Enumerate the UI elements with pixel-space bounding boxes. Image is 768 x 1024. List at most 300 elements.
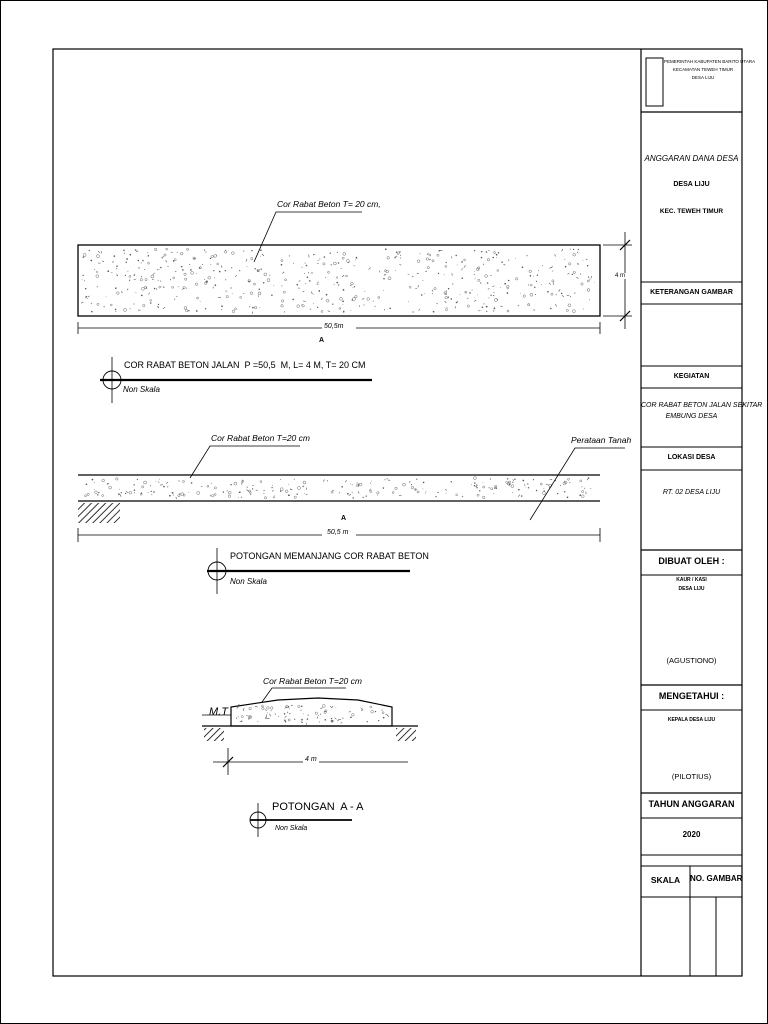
aggregate-speck [117, 275, 118, 276]
aggregate-speck [507, 292, 509, 294]
aggregate-speck [424, 293, 425, 294]
aggregate-speck [239, 270, 240, 271]
aggregate-speck [489, 297, 490, 298]
aggregate-speck [339, 492, 340, 493]
aggregate-speck [475, 279, 476, 280]
aggregate-speck [338, 262, 339, 263]
aggregate-speck [267, 712, 268, 713]
aggregate-speck [489, 487, 490, 488]
aggregate-speck [313, 294, 314, 295]
aggregate-speck [528, 284, 529, 285]
aggregate-speck [259, 307, 260, 308]
aggregate-speck [300, 710, 301, 711]
aggregate-speck [86, 484, 88, 486]
aggregate-speck [301, 705, 303, 707]
plan-title: COR RABAT BETON JALAN P =50,5 M, L= 4 M, T= 20 CM [124, 360, 366, 370]
aggregate-speck [311, 272, 312, 273]
aggregate-speck [255, 268, 256, 269]
aggregate-speck [446, 262, 447, 263]
aggregate-speck [481, 257, 483, 259]
aggregate-speck [326, 294, 328, 296]
aggregate-speck [451, 298, 452, 299]
aggregate-speck [564, 481, 565, 482]
dibuat-name: (AGUSTIONO) [666, 656, 717, 665]
aggregate-speck [296, 284, 298, 286]
aggregate-speck [293, 263, 294, 264]
aggregate-speck [385, 248, 387, 250]
aggregate-speck [589, 299, 590, 300]
aggregate-speck [98, 492, 99, 493]
aggregate-speck [215, 284, 217, 286]
aggregate-speck [285, 721, 286, 722]
aggregate-speck [150, 302, 152, 304]
aggregate-speck [415, 489, 416, 490]
aggregate-speck [550, 308, 552, 310]
aggregate-speck [587, 265, 588, 266]
aggregate-speck [412, 311, 413, 312]
aggregate-speck [426, 491, 427, 492]
aggregate-speck [457, 301, 458, 302]
aggregate-speck [238, 704, 239, 705]
aggregate-speck [570, 249, 571, 250]
aggregate-speck [583, 309, 584, 310]
aggregate-speck [496, 257, 497, 258]
aggregate-speck [398, 254, 399, 255]
aggregate-speck [284, 719, 286, 721]
aggregate-speck [490, 478, 491, 479]
aggregate-speck [353, 287, 354, 288]
nogambar-label: NO. GAMBAR [690, 874, 743, 883]
aggregate-speck [141, 276, 142, 277]
aggregate-speck [94, 269, 95, 270]
aggregate-speck [536, 281, 537, 282]
aggregate-speck [352, 484, 353, 485]
aggregate-speck [134, 274, 136, 276]
dibuat-role1: KAUR / KASI [676, 577, 707, 583]
aggregate-speck [83, 275, 84, 276]
aggregate-speck [350, 483, 351, 484]
aggregate-speck [518, 489, 520, 491]
aggregate-speck [158, 304, 159, 305]
aggregate-speck [462, 278, 463, 279]
aggregate-speck [271, 487, 272, 488]
aggregate-speck [248, 718, 249, 719]
aggregate-speck [261, 269, 262, 270]
aggregate-speck [247, 266, 248, 267]
aggregate-speck [158, 307, 159, 308]
aggregate-speck [263, 493, 264, 494]
aggregate-speck [258, 289, 259, 290]
aggregate-speck [230, 484, 231, 485]
aggregate-speck [486, 311, 487, 312]
aggregate-speck [116, 265, 118, 267]
aggregate-speck [106, 297, 107, 298]
aggregate-speck [221, 309, 222, 310]
aggregate-speck [384, 274, 385, 275]
aggregate-speck [564, 491, 565, 492]
aggregate-speck [141, 262, 142, 263]
long-length-value: 50,5 m [327, 529, 349, 536]
aggregate-speck [336, 282, 338, 284]
aggregate-speck [479, 490, 480, 491]
aggregate-speck [135, 249, 136, 250]
aggregate-speck [137, 479, 138, 480]
aggregate-speck [302, 267, 303, 268]
aggregate-speck [560, 485, 561, 486]
aggregate-speck [384, 309, 385, 310]
aggregate-speck [573, 249, 574, 250]
aggregate-speck [477, 295, 478, 296]
aggregate-speck [223, 491, 224, 492]
aggregate-speck [336, 707, 337, 708]
aggregate-speck [343, 304, 344, 305]
aggregate-speck [318, 290, 320, 292]
aggregate-speck [90, 260, 92, 262]
aggregate-speck [544, 488, 545, 489]
aggregate-speck [567, 496, 569, 498]
aggregate-speck [534, 287, 535, 288]
aggregate-speck [153, 491, 155, 493]
aggregate-speck [280, 490, 281, 491]
aggregate-speck [461, 261, 463, 263]
aggregate-speck [331, 718, 332, 719]
aggregate-speck [292, 299, 294, 301]
aggregate-speck [210, 258, 211, 259]
aggregate-speck [341, 486, 343, 488]
aggregate-speck [399, 251, 400, 252]
aggregate-speck [227, 490, 228, 491]
aggregate-speck [189, 264, 190, 265]
aggregate-speck [211, 483, 212, 484]
long-scale: Non Skala [230, 577, 267, 586]
aggregate-speck [498, 252, 499, 253]
aggregate-speck [84, 280, 85, 281]
aggregate-speck [334, 284, 335, 285]
aggregate-speck [486, 251, 488, 253]
aggregate-speck [437, 303, 438, 304]
aggregate-speck [190, 269, 192, 271]
aggregate-speck [476, 485, 477, 486]
aggregate-speck [541, 284, 542, 285]
aggregate-speck [584, 488, 585, 489]
aggregate-speck [158, 280, 159, 281]
aggregate-speck [526, 487, 527, 488]
drawing-frame [53, 49, 763, 976]
aggregate-speck [318, 260, 319, 261]
aggregate-speck [225, 250, 226, 251]
aggregate-speck [464, 292, 465, 293]
aggregate-speck [107, 270, 109, 272]
aggregate-speck [287, 712, 288, 713]
aggregate-speck [371, 481, 372, 482]
aggregate-speck [501, 262, 502, 263]
aggregate-speck [547, 291, 549, 293]
aggregate-speck [536, 490, 537, 491]
aggregate-speck [363, 497, 364, 498]
project-title: ANGGARAN DANA DESA [644, 154, 739, 163]
aggregate-speck [572, 274, 573, 275]
aggregate-speck [169, 495, 171, 497]
aggregate-speck [249, 306, 250, 307]
aggregate-speck [243, 293, 244, 294]
aggregate-speck [423, 489, 424, 490]
aggregate-speck [91, 311, 93, 313]
aggregate-speck [367, 721, 368, 722]
aggregate-speck [343, 311, 345, 313]
aggregate-speck [448, 296, 449, 297]
aggregate-speck [225, 270, 226, 271]
aggregate-speck [400, 258, 401, 259]
aggregate-speck [246, 715, 247, 716]
aggregate-speck [385, 479, 386, 480]
aggregate-speck [306, 265, 308, 267]
aggregate-speck [144, 269, 145, 270]
aggregate-speck [508, 280, 510, 282]
aggregate-speck [309, 280, 311, 282]
aggregate-speck [383, 487, 385, 489]
aggregate-speck [325, 719, 327, 721]
long-section-marker: A [341, 515, 347, 522]
aggregate-speck [408, 301, 409, 302]
aggregate-speck [147, 252, 148, 253]
aggregate-speck [225, 279, 226, 280]
aggregate-speck [181, 266, 183, 268]
aggregate-speck [191, 482, 192, 483]
aggregate-speck [564, 259, 565, 260]
aggregate-speck [493, 493, 494, 494]
aggregate-speck [196, 273, 197, 274]
aggregate-speck [467, 298, 468, 299]
aggregate-speck [483, 482, 484, 483]
aggregate-speck [205, 252, 206, 253]
aggregate-speck [352, 492, 353, 493]
mengetahui-name: (PILOTIUS) [671, 772, 712, 781]
aggregate-speck [590, 488, 591, 489]
aggregate-speck [125, 275, 126, 276]
aggregate-speck [504, 283, 506, 285]
aggregate-speck [389, 308, 391, 310]
aggregate-speck [206, 281, 208, 283]
keterangan-label: KETERANGAN GAMBAR [650, 289, 733, 296]
aggregate-speck [338, 284, 339, 285]
aggregate-speck [429, 259, 430, 260]
aggregate-speck [134, 484, 135, 485]
tahun-label: TAHUN ANGGARAN [648, 799, 735, 809]
aggregate-speck [332, 303, 333, 304]
aggregate-speck [342, 300, 344, 302]
aggregate-speck [514, 478, 515, 479]
long-title: POTONGAN MEMANJANG COR RABAT BETON [230, 551, 429, 561]
aggregate-speck [332, 490, 333, 491]
aggregate-speck [107, 483, 109, 485]
aggregate-speck [298, 288, 299, 289]
aggregate-speck [487, 282, 488, 283]
aggregate-speck [438, 250, 440, 252]
aggregate-speck [162, 286, 163, 287]
aggregate-speck [527, 483, 528, 484]
aggregate-speck [460, 294, 461, 295]
aggregate-speck [482, 307, 484, 309]
aggregate-speck [452, 275, 453, 276]
aggregate-speck [89, 250, 90, 251]
aggregate-speck [219, 271, 221, 273]
aggregate-speck [154, 288, 156, 290]
header-block [664, 58, 756, 82]
aggregate-speck [370, 483, 371, 484]
aggregate-speck [313, 303, 314, 304]
aggregate-speck [173, 260, 175, 262]
aggregate-speck [97, 494, 98, 495]
aggregate-speck [533, 479, 534, 480]
aggregate-speck [318, 715, 319, 716]
aggregate-speck [148, 255, 149, 256]
aggregate-speck [476, 487, 477, 488]
aggregate-speck [264, 490, 265, 491]
aggregate-speck [138, 260, 140, 262]
aggregate-speck [124, 253, 125, 254]
aggregate-speck [177, 252, 178, 253]
aggregate-speck [530, 275, 532, 277]
aggregate-speck [383, 717, 385, 719]
aggregate-speck [118, 493, 120, 495]
aggregate-speck [500, 287, 501, 288]
aggregate-speck [341, 268, 342, 269]
aggregate-speck [396, 256, 397, 257]
aggregate-speck [579, 494, 581, 496]
aggregate-speck [172, 492, 173, 493]
aggregate-speck [116, 268, 117, 269]
aggregate-speck [350, 717, 352, 719]
aggregate-speck [537, 275, 538, 276]
aggregate-speck [353, 497, 354, 498]
aggregate-speck [115, 309, 117, 311]
long-material-label: Cor Rabat Beton T=20 cm [211, 433, 310, 443]
aggregate-speck [296, 493, 297, 494]
aggregate-speck [578, 249, 579, 250]
aggregate-speck [250, 494, 251, 495]
aggregate-speck [241, 497, 242, 498]
aggregate-speck [123, 250, 125, 252]
aggregate-speck [188, 492, 189, 493]
aggregate-speck [373, 301, 374, 302]
aggregate-speck [115, 311, 116, 312]
aggregate-speck [319, 722, 320, 723]
aggregate-speck [119, 489, 120, 490]
aggregate-speck [133, 303, 134, 304]
aggregate-speck [447, 307, 448, 308]
aggregate-speck [163, 256, 164, 257]
aggregate-speck [151, 494, 152, 495]
aggregate-speck [278, 716, 279, 717]
aggregate-speck [294, 719, 295, 720]
aggregate-speck [395, 270, 396, 271]
aggregate-speck [284, 311, 285, 312]
aggregate-speck [400, 255, 401, 256]
aggregate-speck [522, 266, 524, 268]
aggregate-speck [357, 482, 358, 483]
aggregate-speck [111, 272, 112, 273]
aggregate-speck [87, 298, 88, 299]
aggregate-speck [552, 271, 553, 272]
aggregate-speck [260, 256, 261, 257]
aggregate-speck [331, 264, 332, 265]
aggregate-speck [474, 271, 475, 272]
aggregate-speck [409, 481, 410, 482]
aggregate-speck [199, 267, 201, 269]
aggregate-speck [260, 249, 262, 251]
aggregate-speck [588, 276, 589, 277]
aggregate-speck [156, 289, 157, 290]
aggregate-speck [446, 493, 447, 494]
aggregate-speck [305, 283, 306, 284]
aggregate-speck [535, 294, 536, 295]
aggregate-speck [455, 255, 456, 256]
aggregate-speck [438, 273, 439, 274]
aggregate-speck [138, 267, 139, 268]
aggregate-speck [375, 711, 376, 712]
cross-scale: Non Skala [275, 825, 308, 832]
aggregate-speck [148, 492, 149, 493]
aggregate-speck [125, 493, 126, 494]
aggregate-speck [364, 291, 365, 292]
aggregate-speck [557, 493, 558, 494]
aggregate-speck [303, 486, 304, 487]
aggregate-speck [130, 308, 131, 309]
ground-hatch [78, 503, 120, 523]
aggregate-speck [239, 491, 241, 493]
aggregate-speck [170, 279, 171, 280]
aggregate-speck [230, 287, 231, 288]
aggregate-speck [115, 287, 117, 289]
aggregate-speck [94, 489, 95, 490]
plan-section-marker: A [319, 337, 325, 344]
aggregate-speck [126, 258, 128, 260]
aggregate-speck [150, 485, 151, 486]
aggregate-speck [290, 489, 291, 490]
header-line3: DESA LIJU [691, 75, 715, 80]
aggregate-speck [159, 269, 160, 270]
aggregate-speck [291, 705, 292, 706]
aggregate-speck [583, 260, 584, 261]
aggregate-speck [94, 482, 95, 483]
aggregate-speck [580, 273, 581, 274]
aggregate-speck [247, 487, 248, 488]
aggregate-speck [383, 278, 385, 280]
aggregate-speck [288, 484, 289, 485]
aggregate-speck [347, 493, 349, 495]
aggregate-speck [214, 277, 215, 278]
aggregate-speck [232, 293, 233, 294]
aggregate-speck [533, 309, 534, 310]
aggregate-speck [324, 256, 326, 258]
aggregate-speck [366, 495, 367, 496]
aggregate-speck [182, 269, 184, 271]
aggregate-speck [273, 285, 274, 286]
aggregate-speck [512, 482, 513, 483]
aggregate-speck [488, 250, 489, 251]
aggregate-speck [152, 279, 153, 280]
aggregate-speck [205, 308, 206, 309]
cross-material-label: Cor Rabat Beton T=20 cm [263, 676, 362, 686]
aggregate-speck [451, 481, 452, 482]
aggregate-speck [97, 286, 98, 287]
aggregate-speck [472, 290, 473, 291]
aggregate-speck [113, 255, 115, 257]
aggregate-speck [271, 710, 272, 711]
kegiatan-line2: EMBUNG DESA [665, 413, 718, 420]
aggregate-speck [483, 303, 484, 304]
aggregate-speck [325, 277, 326, 278]
